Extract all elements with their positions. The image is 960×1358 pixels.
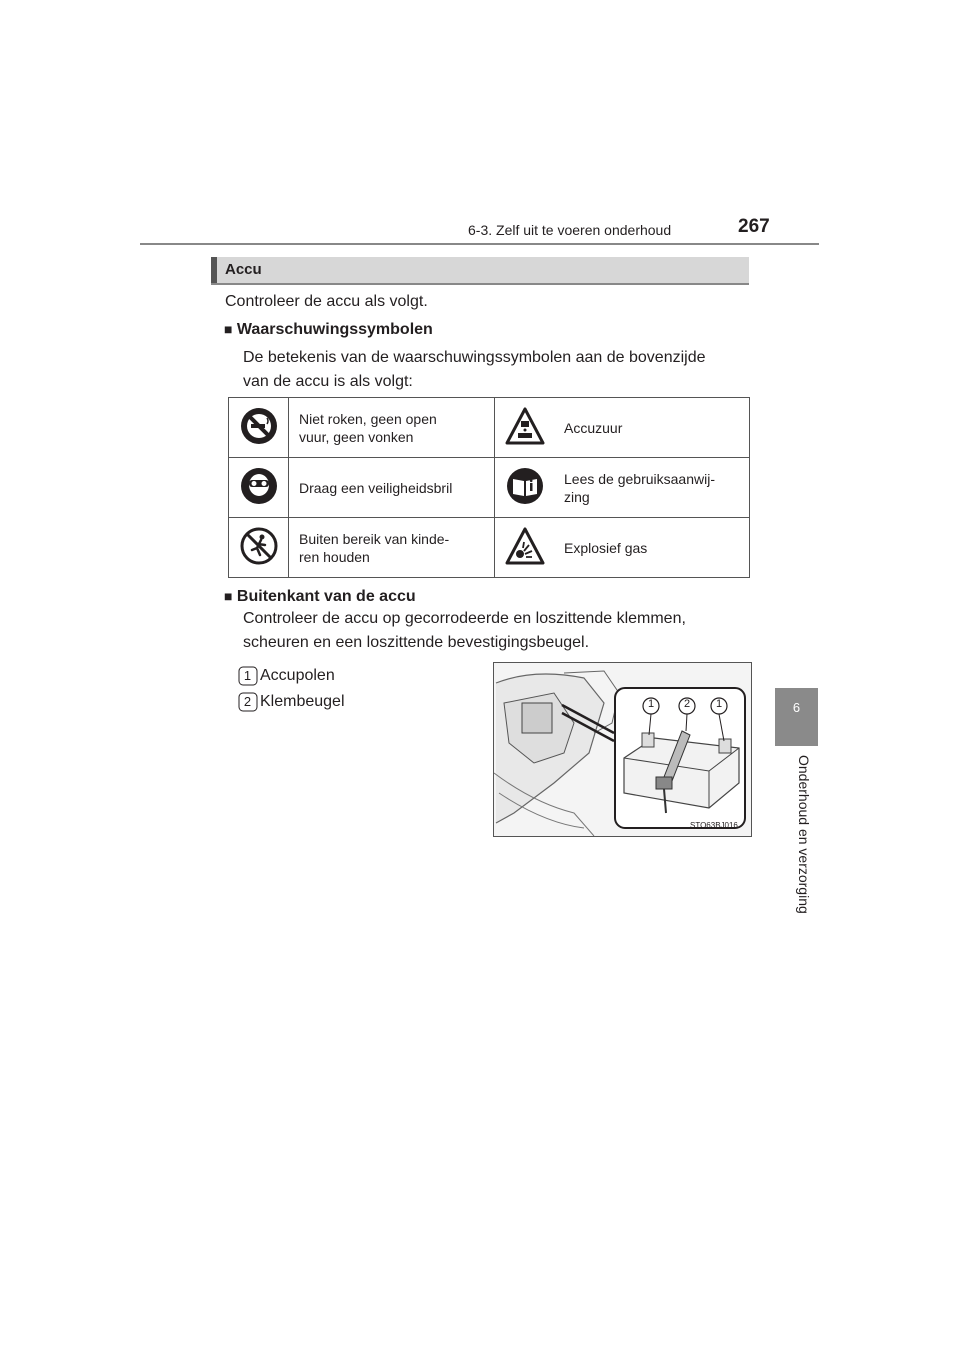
warning-heading: ■ Waarschuwingssymbolen bbox=[224, 321, 433, 338]
table-cell bbox=[289, 398, 495, 458]
chapter-label: Onderhoud en verzorging bbox=[796, 755, 812, 914]
table-cell bbox=[229, 398, 289, 458]
symbol-label: zing bbox=[564, 488, 590, 505]
table-cell bbox=[554, 458, 750, 518]
table-cell bbox=[289, 458, 495, 518]
callout-number: 1 bbox=[243, 668, 252, 683]
warning-heading-text: Waarschuwingssymbolen bbox=[236, 321, 433, 338]
section-intro: Controleer de accu als volgt. bbox=[225, 293, 428, 310]
symbol-label: Draag een veiligheidsbril bbox=[299, 479, 453, 496]
symbol-label: Niet roken, geen open bbox=[299, 410, 437, 427]
exterior-paragraph-line2: scheuren en een loszittende bevestigingsbeugel. bbox=[243, 634, 590, 651]
callout-number: 2 bbox=[243, 694, 252, 709]
table-row bbox=[229, 458, 750, 518]
table-cell bbox=[229, 458, 289, 518]
exterior-heading-text: Buitenkant van de accu bbox=[236, 588, 416, 605]
chapter-tab bbox=[775, 688, 818, 746]
warning-symbols-table bbox=[228, 397, 750, 578]
header-divider bbox=[140, 243, 819, 245]
keep-away-children-icon bbox=[239, 526, 279, 566]
callout-label: Accupolen bbox=[260, 667, 335, 684]
figure-marker: 1 bbox=[647, 698, 655, 710]
page-number: 267 bbox=[738, 216, 770, 237]
symbol-label: ren houden bbox=[299, 548, 370, 565]
chapter-number: 6 bbox=[792, 700, 801, 715]
warning-paragraph-line1: De betekenis van de waarschuwingssymbolen aan de bovenzijde bbox=[243, 349, 706, 366]
battery-illustration bbox=[493, 662, 752, 837]
section-marker bbox=[211, 257, 217, 283]
table-cell bbox=[554, 398, 750, 458]
no-smoking-icon bbox=[239, 406, 279, 446]
acid-warning-icon bbox=[505, 407, 545, 445]
table-cell bbox=[554, 518, 750, 578]
warning-paragraph-line2: van de accu is als volgt: bbox=[243, 373, 413, 390]
table-cell bbox=[229, 518, 289, 578]
symbol-label: Buiten bereik van kinde- bbox=[299, 530, 450, 547]
figure-code: STO63BJ016 bbox=[690, 821, 738, 830]
section-title: Accu bbox=[225, 261, 262, 278]
figure-marker: 1 bbox=[715, 698, 723, 710]
table-cell bbox=[495, 398, 555, 458]
read-manual-icon bbox=[505, 466, 545, 506]
explosive-gas-icon bbox=[505, 527, 545, 565]
symbol-label: Lees de gebruiksaanwij- bbox=[564, 470, 715, 487]
symbol-label: Explosief gas bbox=[564, 539, 648, 556]
exterior-paragraph-line1: Controleer de accu op gecorrodeerde en loszittende klemmen, bbox=[243, 610, 686, 627]
safety-goggles-icon bbox=[239, 466, 279, 506]
table-row bbox=[229, 518, 750, 578]
figure-marker: 2 bbox=[683, 698, 691, 710]
exterior-heading: ■ Buitenkant van de accu bbox=[224, 588, 416, 605]
symbol-label: vuur, geen vonken bbox=[299, 428, 414, 445]
table-row bbox=[229, 398, 750, 458]
table-cell bbox=[289, 518, 495, 578]
header-section-title: 6-3. Zelf uit te voeren onderhoud bbox=[468, 222, 672, 238]
table-cell bbox=[495, 458, 555, 518]
symbol-label: Accuzuur bbox=[564, 419, 623, 436]
table-cell bbox=[495, 518, 555, 578]
engine-bay-drawing bbox=[494, 663, 751, 836]
section-header bbox=[211, 257, 749, 285]
callout-label: Klembeugel bbox=[260, 693, 345, 710]
